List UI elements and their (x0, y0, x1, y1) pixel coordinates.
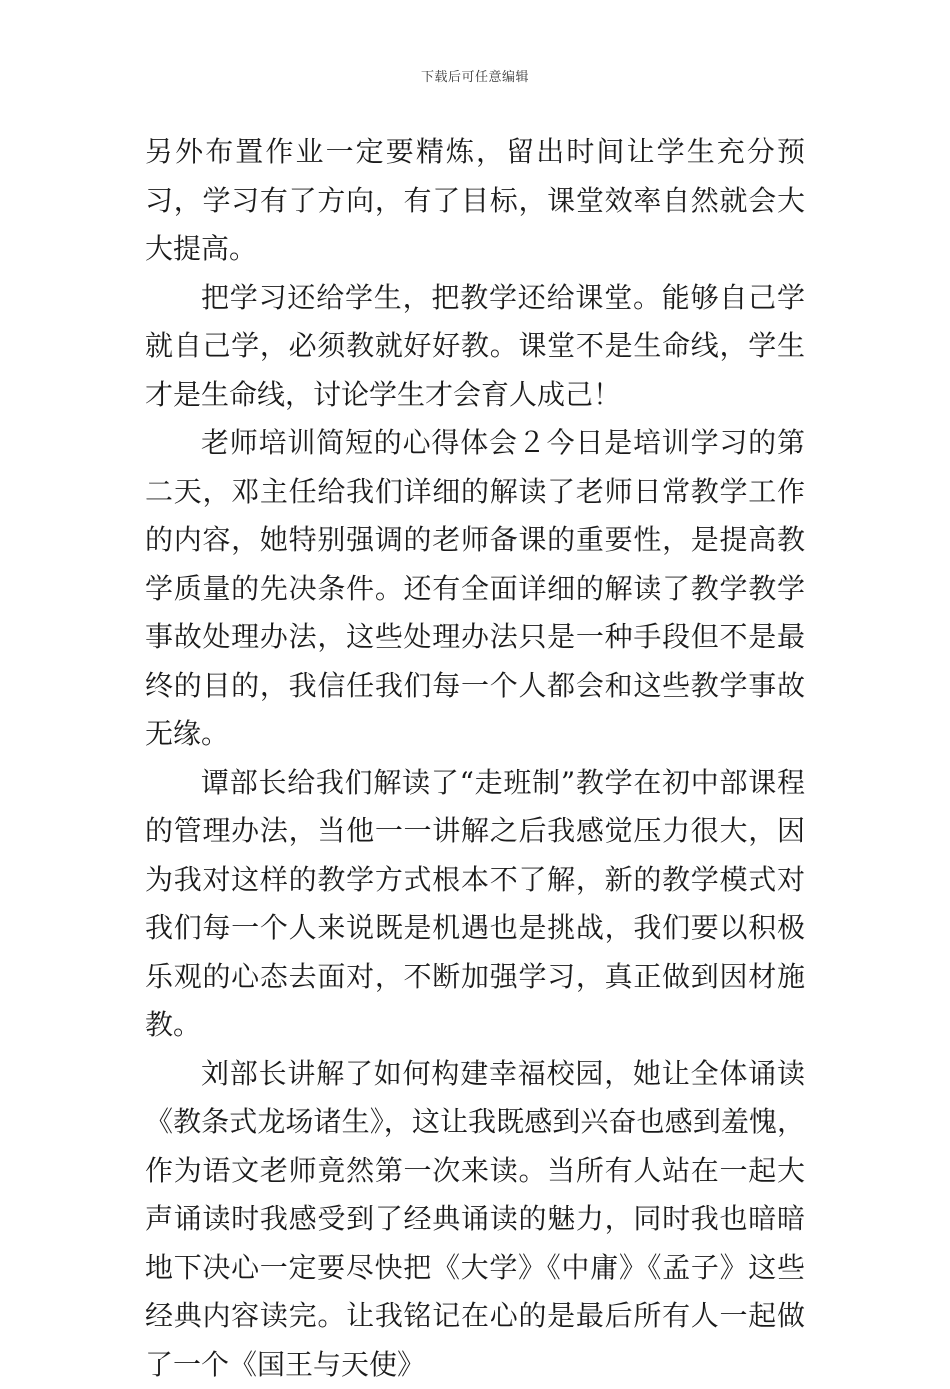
paragraph: 老师培训简短的心得体会２今日是培训学习的第二天，邓主任给我们详细的解读了老师日常教学工作的内容，她特别强调的老师备课的重要性，是提高教学质量的先决条件。还有全面详细的解读了教学教学事故处理办法，这些处理办法只是一种手段但不是最终的目的，我信任我们每一个人都会和这些教学事故无缘。 (145, 419, 805, 759)
document-body (145, 128, 805, 1389)
paragraph: 刘部长讲解了如何构建幸福校园，她让全体诵读《教条式龙场诸生》，这让我既感到兴奋也感到羞愧，作为语文老师竟然第一次来读。当所有人站在一起大声诵读时我感受到了经典诵读的魅力，同时我也暗暗地下决心一定要尽快把《大学》《中庸》《孟子》这些经典内容读完。让我铭记在心的是最后所有人一起做了一个《国王与天使》 (145, 1050, 805, 1389)
header-note: 下载后可任意编辑 (0, 66, 950, 85)
paragraph: 另外布置作业一定要精炼，留出时间让学生充分预习，学习有了方向，有了目标，课堂效率自然就会大大提高。 (145, 128, 805, 274)
paragraph: 谭部长给我们解读了“走班制”教学在初中部课程的管理办法，当他一一讲解之后我感觉压力很大，因为我对这样的教学方式根本不了解，新的教学模式对我们每一个人来说既是机遇也是挑战，我们要以积极乐观的心态去面对，不断加强学习，真正做到因材施教。 (145, 759, 805, 1050)
paragraph: 把学习还给学生，把教学还给课堂。能够自己学就自己学，必须教就好好教。课堂不是生命线，学生才是生命线，讨论学生才会育人成己！ (145, 274, 805, 420)
